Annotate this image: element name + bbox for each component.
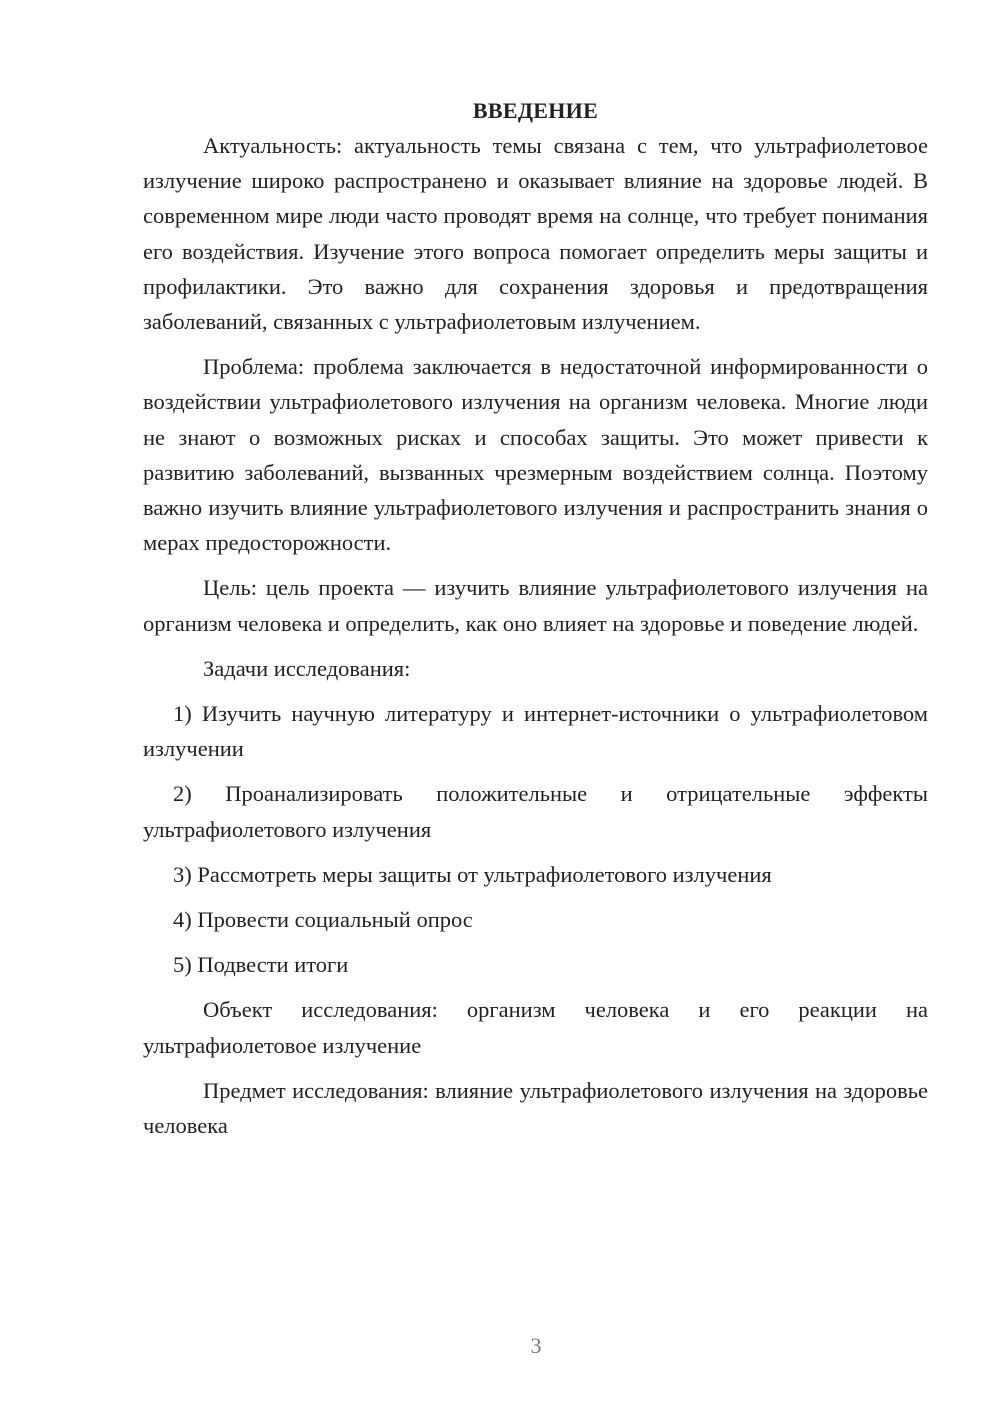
list-item: 3) Рассмотреть меры защиты от ультрафиолетового излучения xyxy=(173,861,772,887)
goal-paragraph: Цель: цель проекта — изучить влияние ультрафиолетового излучения на организм человека и определить, как оно влияет на здоровье и поведение людей. xyxy=(143,575,928,636)
page-number: 3 xyxy=(530,1333,542,1358)
tasks-heading: Задачи исследования: xyxy=(203,655,411,681)
list-item: 1) Изучить научную литературу и интернет-источники о ультрафиолетовом излучении xyxy=(143,701,928,762)
list-item: 4) Провести социальный опрос xyxy=(173,907,473,933)
list-item: 2) Проанализировать положительные и отрицательные эффекты ультрафиолетового излучения xyxy=(143,781,928,842)
subject-paragraph: Предмет исследования: влияние ультрафиолетового излучения на здоровье человека xyxy=(143,1077,928,1139)
page-content xyxy=(143,93,928,1153)
list-item: 5) Подвести итоги xyxy=(173,952,349,978)
object-paragraph: Объект исследования: организм человека и его реакции на ультрафиолетовое излучение xyxy=(143,997,928,1058)
relevance-paragraph: Актуальность: актуальность темы связана с тем, что ультрафиолетовое излучение широко распространено и оказывает влияние на здоровье людей. В современном мире люди часто проводят время на солнце, что требует понимания его воздействия. Изучение этого вопроса помогает определить меры защиты и профилактики. Это важно для сохранения здоровья и предотвращения заболеваний, связанных с ультрафиолетовым излучением. xyxy=(143,133,928,335)
problem-paragraph: Проблема: проблема заключается в недостаточной информированности о воздействии ультрафиолетового излучения на организм человека. Многие люди не знают о возможных рисках и способах защиты. Это может привести к развитию заболеваний, вызванных чрезмерным воздействием солнца. Поэтому важно изучить влияние ультрафиолетового излучения и распространить знания о мерах предосторожности. xyxy=(143,354,928,556)
page-title: ВВЕДЕНИЕ xyxy=(472,98,599,123)
tasks-list xyxy=(143,696,928,982)
